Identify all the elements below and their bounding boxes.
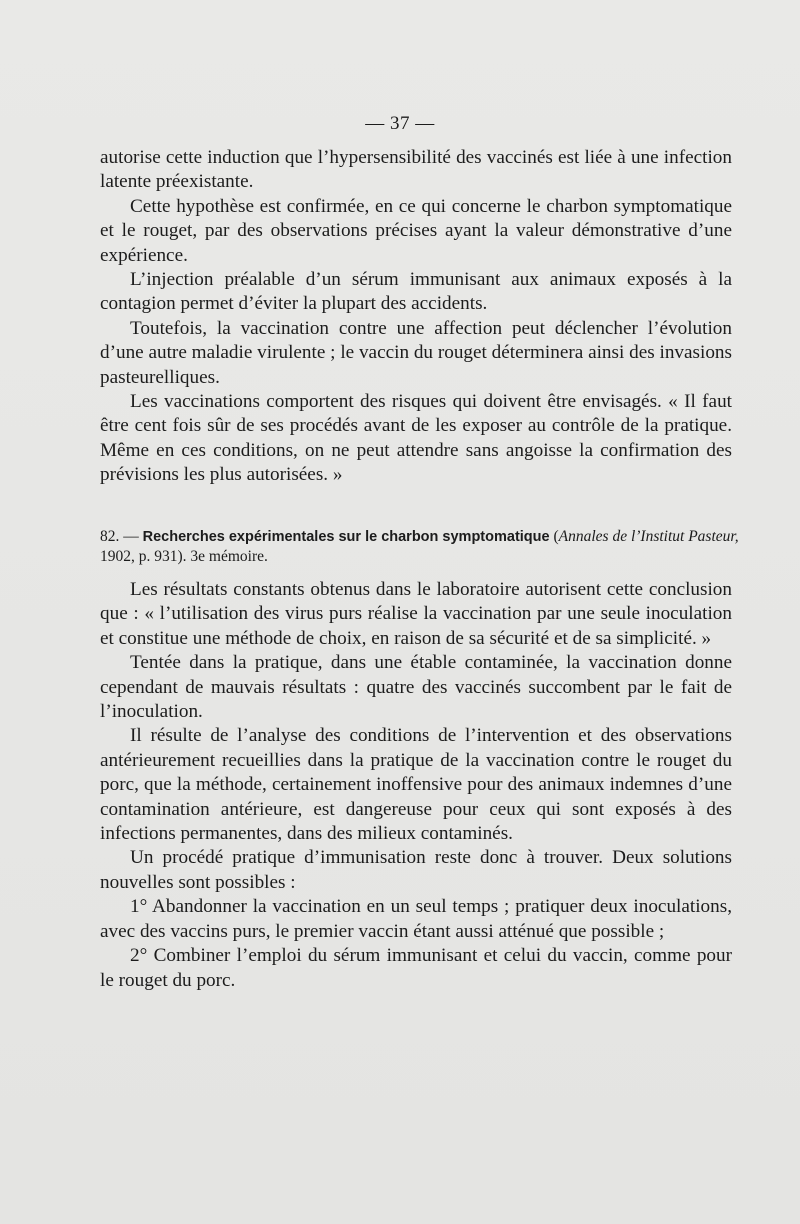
paragraph: Un procédé pratique d’immunisation reste donc à trouver. Deux solutions nouvelles sont possibles : bbox=[100, 847, 732, 893]
paragraph: Tentée dans la pratique, dans une étable contaminée, la vaccination donne cependant de mauvais résultats : quatre des vaccinés succombent par le fait de l’inoculation. bbox=[100, 652, 732, 723]
paragraph: Les vaccinations comportent des risques qui doivent être envisagés. « Il faut être cent fois sûr de ses procédés avant de les exposer au contrôle de la pratique. Même en ces conditions, on ne peut attendre sans angoisse la confirmation des prévisions les plus autorisées. » bbox=[100, 391, 732, 486]
reference-number: 82. — bbox=[100, 528, 139, 545]
reference-paren: ( bbox=[553, 528, 559, 545]
paragraph: L’injection préalable d’un sérum immunisant aux animaux exposés à la contagion permet d’éviter la plupart des accidents. bbox=[100, 269, 732, 315]
paragraph: autorise cette induction que l’hypersensibilité des vaccinés est liée à une infection latente préexistante. bbox=[100, 147, 732, 193]
reference-title: Recherches expérimentales sur le charbon symptomatique bbox=[142, 529, 550, 545]
paragraph: Cette hypothèse est confirmée, en ce qui concerne le charbon symptomatique et le rouget, par des observations précises ayant la valeur démonstrative d’une expérience. bbox=[100, 195, 732, 266]
list-item: 1° Abandonner la vaccination en un seul temps ; pratiquer deux inoculations, avec des vaccins purs, le premier vaccin étant aussi atténué que possible ; bbox=[100, 896, 732, 942]
reference-details: 1902, p. 931). 3e mémoire. bbox=[100, 548, 268, 565]
list-item: 2° Combiner l’emploi du sérum immunisant et celui du vaccin, comme pour le rouget du porc. bbox=[100, 945, 732, 991]
paragraph: Toutefois, la vaccination contre une affection peut déclencher l’évolution d’une autre maladie virulente ; le vaccin du rouget déterminera ainsi des invasions pasteurelliques. bbox=[100, 317, 732, 388]
section-b bbox=[100, 578, 732, 993]
reference-heading bbox=[100, 527, 740, 567]
reference-journal: Annales de l’Institut Pasteur, bbox=[558, 528, 739, 545]
page-number: — 37 — bbox=[365, 113, 435, 134]
paragraph: Les résultats constants obtenus dans le laboratoire autorisent cette conclusion que : « l’utilisation des virus purs réalise la vaccination par une seule inoculation et constitue une méthode de choix, en raison de sa sécurité et de sa simplicité. » bbox=[100, 579, 732, 649]
section-a bbox=[100, 146, 732, 488]
paragraph: Il résulte de l’analyse des conditions de l’intervention et des observations antérieurement recueillies dans la pratique de la vaccination contre le rouget du porc, que la méthode, certainement inoffensive pour des animaux indemnes d’une contamination antérieure, est dangereuse pour ceux qui sont exposés à des infections permanentes, dans des milieux contaminés. bbox=[100, 725, 732, 845]
